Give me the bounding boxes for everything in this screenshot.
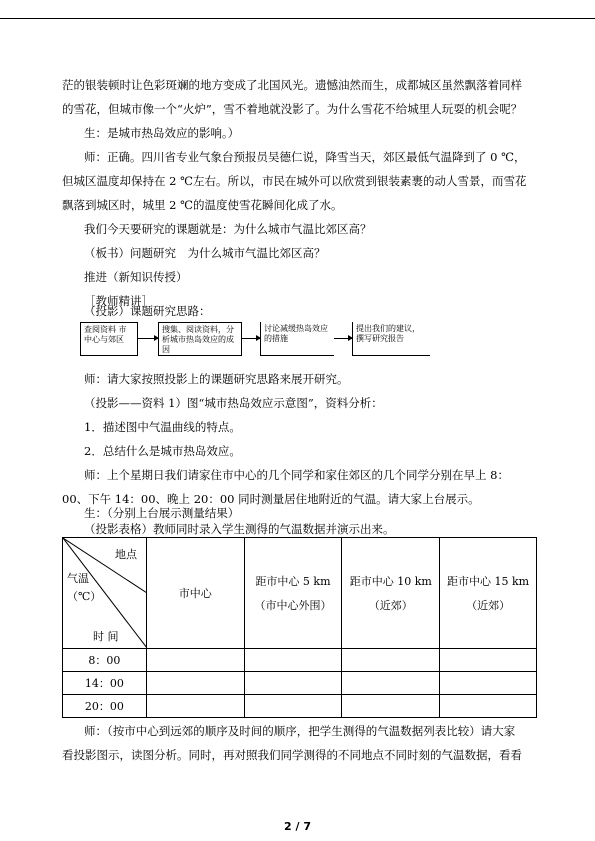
paragraph: 师：正确。四川省专业气象台预报员吴德仁说，降雪当天，郊区最低气温降到了 0 ℃， (84, 150, 526, 164)
paragraph: 但城区温度却保持在 2 ℃左右。所以，市民在城外可以欣赏到银装素裹的动人雪景，而雪花 (62, 174, 527, 188)
header-15km-line2: （近郊） (466, 599, 511, 612)
flow-arrow-icon (138, 338, 158, 339)
header-15km-line1: 距市中心 15 km (447, 575, 530, 588)
table-row (63, 672, 537, 695)
corner-temp-label: 气温 (67, 572, 89, 585)
flow-arrow-icon (334, 338, 352, 339)
header-city-center: 市中心 (146, 538, 244, 649)
row-time: 20：00 (63, 695, 147, 718)
header-5km-line2: （市中心外围） (254, 599, 332, 612)
paragraph: 生：是城市热岛效应的影响。） (84, 126, 240, 140)
paragraph: 1．描述图中气温曲线的特点。 (84, 420, 241, 434)
paragraph: （投影表格）教师同时录入学生测得的气温数据并演示出来。 (84, 522, 395, 536)
paragraph: 师：上个星期日我们请家住市中心的几个同学和家住郊区的几个同学分别在早上 8： (84, 468, 509, 482)
corner-place-label: 地点 (115, 548, 137, 561)
header-10km-line2: （近郊） (368, 599, 413, 612)
flow-step-2: 搜集、阅读资料，分析城市热岛效应的成因 (158, 322, 242, 356)
flow-step-4: 提出我们的建议，撰写研究报告 (352, 322, 430, 356)
flow-step-1: 查阅资料 市中心与郊区 (80, 322, 138, 356)
table-row (63, 695, 537, 718)
corner-time-label: 时 间 (93, 630, 119, 643)
paragraph: 的雪花，但城市像一个“火炉”，雪不着地就没影了。为什么雪花不给城里人玩耍的机会呢？ (62, 102, 523, 116)
paragraph: 师：请大家按照投影上的课题研究思路来展开研究。 (84, 372, 349, 386)
paragraph: 00、下午 14：00、晚上 20：00 同时测量居住地附近的气温。请大家上台展示。 (62, 492, 480, 506)
temperature-table (62, 537, 537, 718)
paragraph: 茫的银装顿时让色彩斑斓的地方变成了北国风光。遗憾油然而生，成都城区虽然飘落着同样 (62, 78, 522, 92)
paragraph: 2．总结什么是城市热岛效应。 (84, 444, 241, 458)
paragraph: 看投影图示，读图分析。同时，再对照我们同学测得的不同地点不同时刻的气温数据，看看 (62, 748, 522, 762)
flow-step-3: 讨论减缓热岛效应的措施 (260, 322, 334, 356)
header-rule (0, 18, 595, 19)
paragraph: 推进（新知识传授） (84, 270, 188, 284)
header-5km-line1: 距市中心 5 km (255, 575, 331, 588)
header-10km (342, 538, 440, 649)
paragraph: （投影——资料 1）图“城市热岛效应示意图”，资料分析： (84, 396, 383, 410)
paragraph: 飘落到城区时，城里 2 ℃的温度使雪花瞬间化成了水。 (62, 198, 343, 212)
page-number: 2 / 7 (284, 820, 311, 833)
paragraph: 生：（分别上台展示测量结果） (84, 506, 240, 520)
paragraph: 我们今天要研究的课题就是：为什么城市气温比郊区高？ (84, 222, 372, 236)
paragraph: （投影）课题研究思路： (84, 304, 211, 318)
paragraph: ［教师精讲］ (84, 294, 153, 308)
paragraph: 师：（按市中心到远郊的顺序及时间的顺序，把学生测得的气温数据列表比较）请大家 (84, 724, 516, 738)
row-time: 8：00 (63, 649, 147, 672)
header-15km (440, 538, 537, 649)
table-row (63, 649, 537, 672)
flow-arrow-icon (242, 338, 260, 339)
header-10km-line1: 距市中心 10 km (349, 575, 432, 588)
header-5km (244, 538, 342, 649)
table-corner-cell (63, 538, 147, 649)
row-time: 14：00 (63, 672, 147, 695)
paragraph: （板书）问题研究 为什么城市气温比郊区高？ (84, 246, 326, 260)
research-flowchart (80, 322, 430, 362)
corner-unit-label: （℃） (67, 590, 102, 603)
